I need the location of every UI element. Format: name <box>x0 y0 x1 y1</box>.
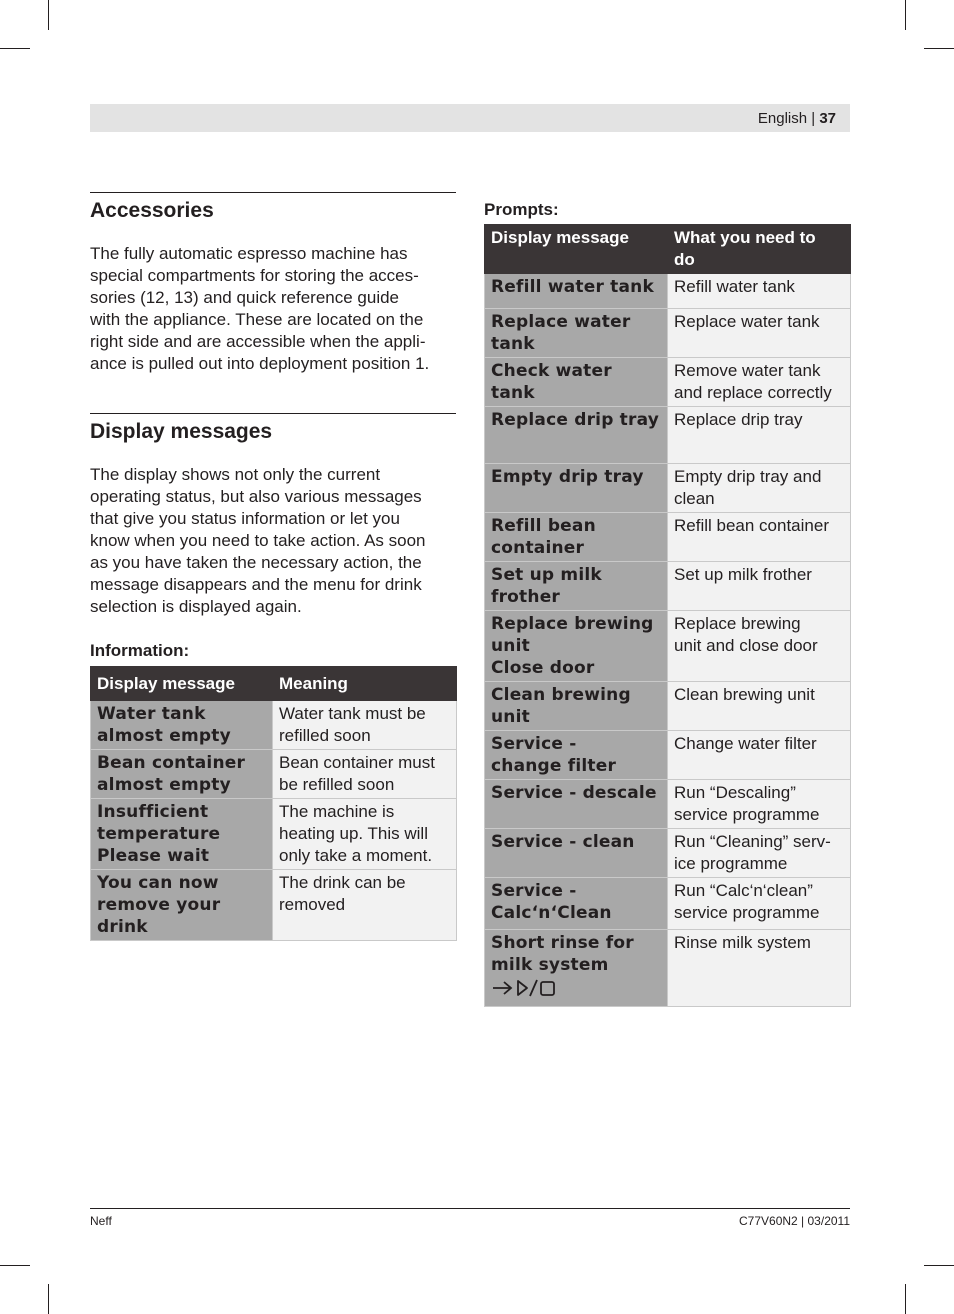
action-cell: Rinse milk system <box>668 930 851 1007</box>
footer-brand: Neff <box>90 1214 112 1228</box>
crop-mark <box>0 1265 30 1266</box>
table-row <box>485 878 851 930</box>
action-cell: Replace water tank <box>668 309 851 358</box>
table-row <box>91 870 457 941</box>
action-cell: Refill water tank <box>668 274 851 309</box>
crop-mark <box>0 48 30 49</box>
display-messages-body: The display shows not only the current operating status, but also various messages that give you status information or let you know when you need to take action. As soon as you have taken the necessary action, the message disappears and the menu for drink selection is displayed again. <box>90 465 426 616</box>
page-header <box>90 104 850 132</box>
action-cell: Replace brewing unit and close door <box>668 611 851 682</box>
information-heading: Information: <box>90 641 190 660</box>
table-row <box>485 274 851 309</box>
accessories-body: The fully automatic espresso machine has special compartments for storing the acces- sories (12, 13) and quick reference guide with the appliance. These are located on the right side and are accessible when the appli- ance is pulled out into deployment position 1. <box>90 244 430 373</box>
meaning-cell: Water tank must be refilled soon <box>273 701 457 750</box>
display-message-cell: Service - Calc‘n‘Clean <box>485 878 668 930</box>
display-message-cell: Bean container almost empty <box>91 750 273 799</box>
action-cell: Set up milk frother <box>668 562 851 611</box>
meaning-cell: The drink can be removed <box>273 870 457 941</box>
display-message-cell: Refill bean container <box>485 513 668 562</box>
display-message-cell: Replace water tank <box>485 309 668 358</box>
crop-mark <box>48 0 49 30</box>
table-row <box>91 799 457 870</box>
table-row <box>485 407 851 464</box>
display-message-cell: Insufficient temperature Please wait <box>91 799 273 870</box>
meaning-cell: The machine is heating up. This will only take a moment. <box>273 799 457 870</box>
display-message-cell: Check water tank <box>485 358 668 407</box>
display-message-text: Short rinse for milk system <box>491 933 634 975</box>
table-row <box>485 358 851 407</box>
table-header-row <box>91 667 457 701</box>
column-header: Meaning <box>273 667 457 701</box>
display-message-cell: Replace brewing unit Close door <box>485 611 668 682</box>
display-message-cell: Replace drip tray <box>485 407 668 464</box>
table-header-row <box>485 225 851 274</box>
accessories-title: Accessories <box>90 192 456 223</box>
table-row <box>485 464 851 513</box>
meaning-cell: Bean container must be refilled soon <box>273 750 457 799</box>
display-message-cell <box>485 930 668 1007</box>
display-message-cell: Service - descale <box>485 780 668 829</box>
crop-mark <box>905 0 906 30</box>
crop-mark <box>905 1284 906 1314</box>
table-row <box>485 829 851 878</box>
display-message-cell: Set up milk frother <box>485 562 668 611</box>
table-row <box>91 750 457 799</box>
display-message-cell: Service - change filter <box>485 731 668 780</box>
action-cell: Remove water tank and replace correctly <box>668 358 851 407</box>
prompts-table <box>484 224 851 1007</box>
table-row <box>485 611 851 682</box>
table-row <box>91 701 457 750</box>
table-row <box>485 309 851 358</box>
table-row <box>485 513 851 562</box>
arrow-cup-symbol-icon <box>491 978 559 1004</box>
action-cell: Clean brewing unit <box>668 682 851 731</box>
table-row <box>485 682 851 731</box>
column-header: What you need to do <box>668 225 851 274</box>
crop-mark <box>924 1265 954 1266</box>
table-row <box>485 562 851 611</box>
column-header: Display message <box>91 667 273 701</box>
header-text <box>758 110 836 127</box>
display-message-cell: Water tank almost empty <box>91 701 273 750</box>
table-row <box>485 731 851 780</box>
display-message-cell: Empty drip tray <box>485 464 668 513</box>
prompts-heading: Prompts: <box>484 200 559 219</box>
action-cell: Run “Calc‘n‘clean” service programme <box>668 878 851 930</box>
display-message-cell: Service - clean <box>485 829 668 878</box>
table-row <box>485 780 851 829</box>
footer-model-date: C77V60N2 | 03/2011 <box>739 1214 850 1228</box>
action-cell: Run “Descaling” service programme <box>668 780 851 829</box>
display-message-cell: Clean brewing unit <box>485 682 668 731</box>
action-cell: Run “Cleaning” serv- ice programme <box>668 829 851 878</box>
information-table <box>90 666 457 941</box>
header-language: English <box>757 110 808 127</box>
footer-rule <box>90 1208 850 1209</box>
action-cell: Refill bean container <box>668 513 851 562</box>
action-cell: Replace drip tray <box>668 407 851 464</box>
crop-mark <box>924 48 954 49</box>
column-header: Display message <box>485 225 668 274</box>
page-number: 37 <box>819 110 836 127</box>
crop-mark <box>48 1284 49 1314</box>
display-message-cell: You can now remove your drink <box>91 870 273 941</box>
action-cell: Change water filter <box>668 731 851 780</box>
display-message-cell: Refill water tank <box>485 274 668 309</box>
header-separator: | <box>807 110 820 127</box>
display-messages-title: Display messages <box>90 413 456 444</box>
action-cell: Empty drip tray and clean <box>668 464 851 513</box>
table-row <box>485 930 851 1007</box>
